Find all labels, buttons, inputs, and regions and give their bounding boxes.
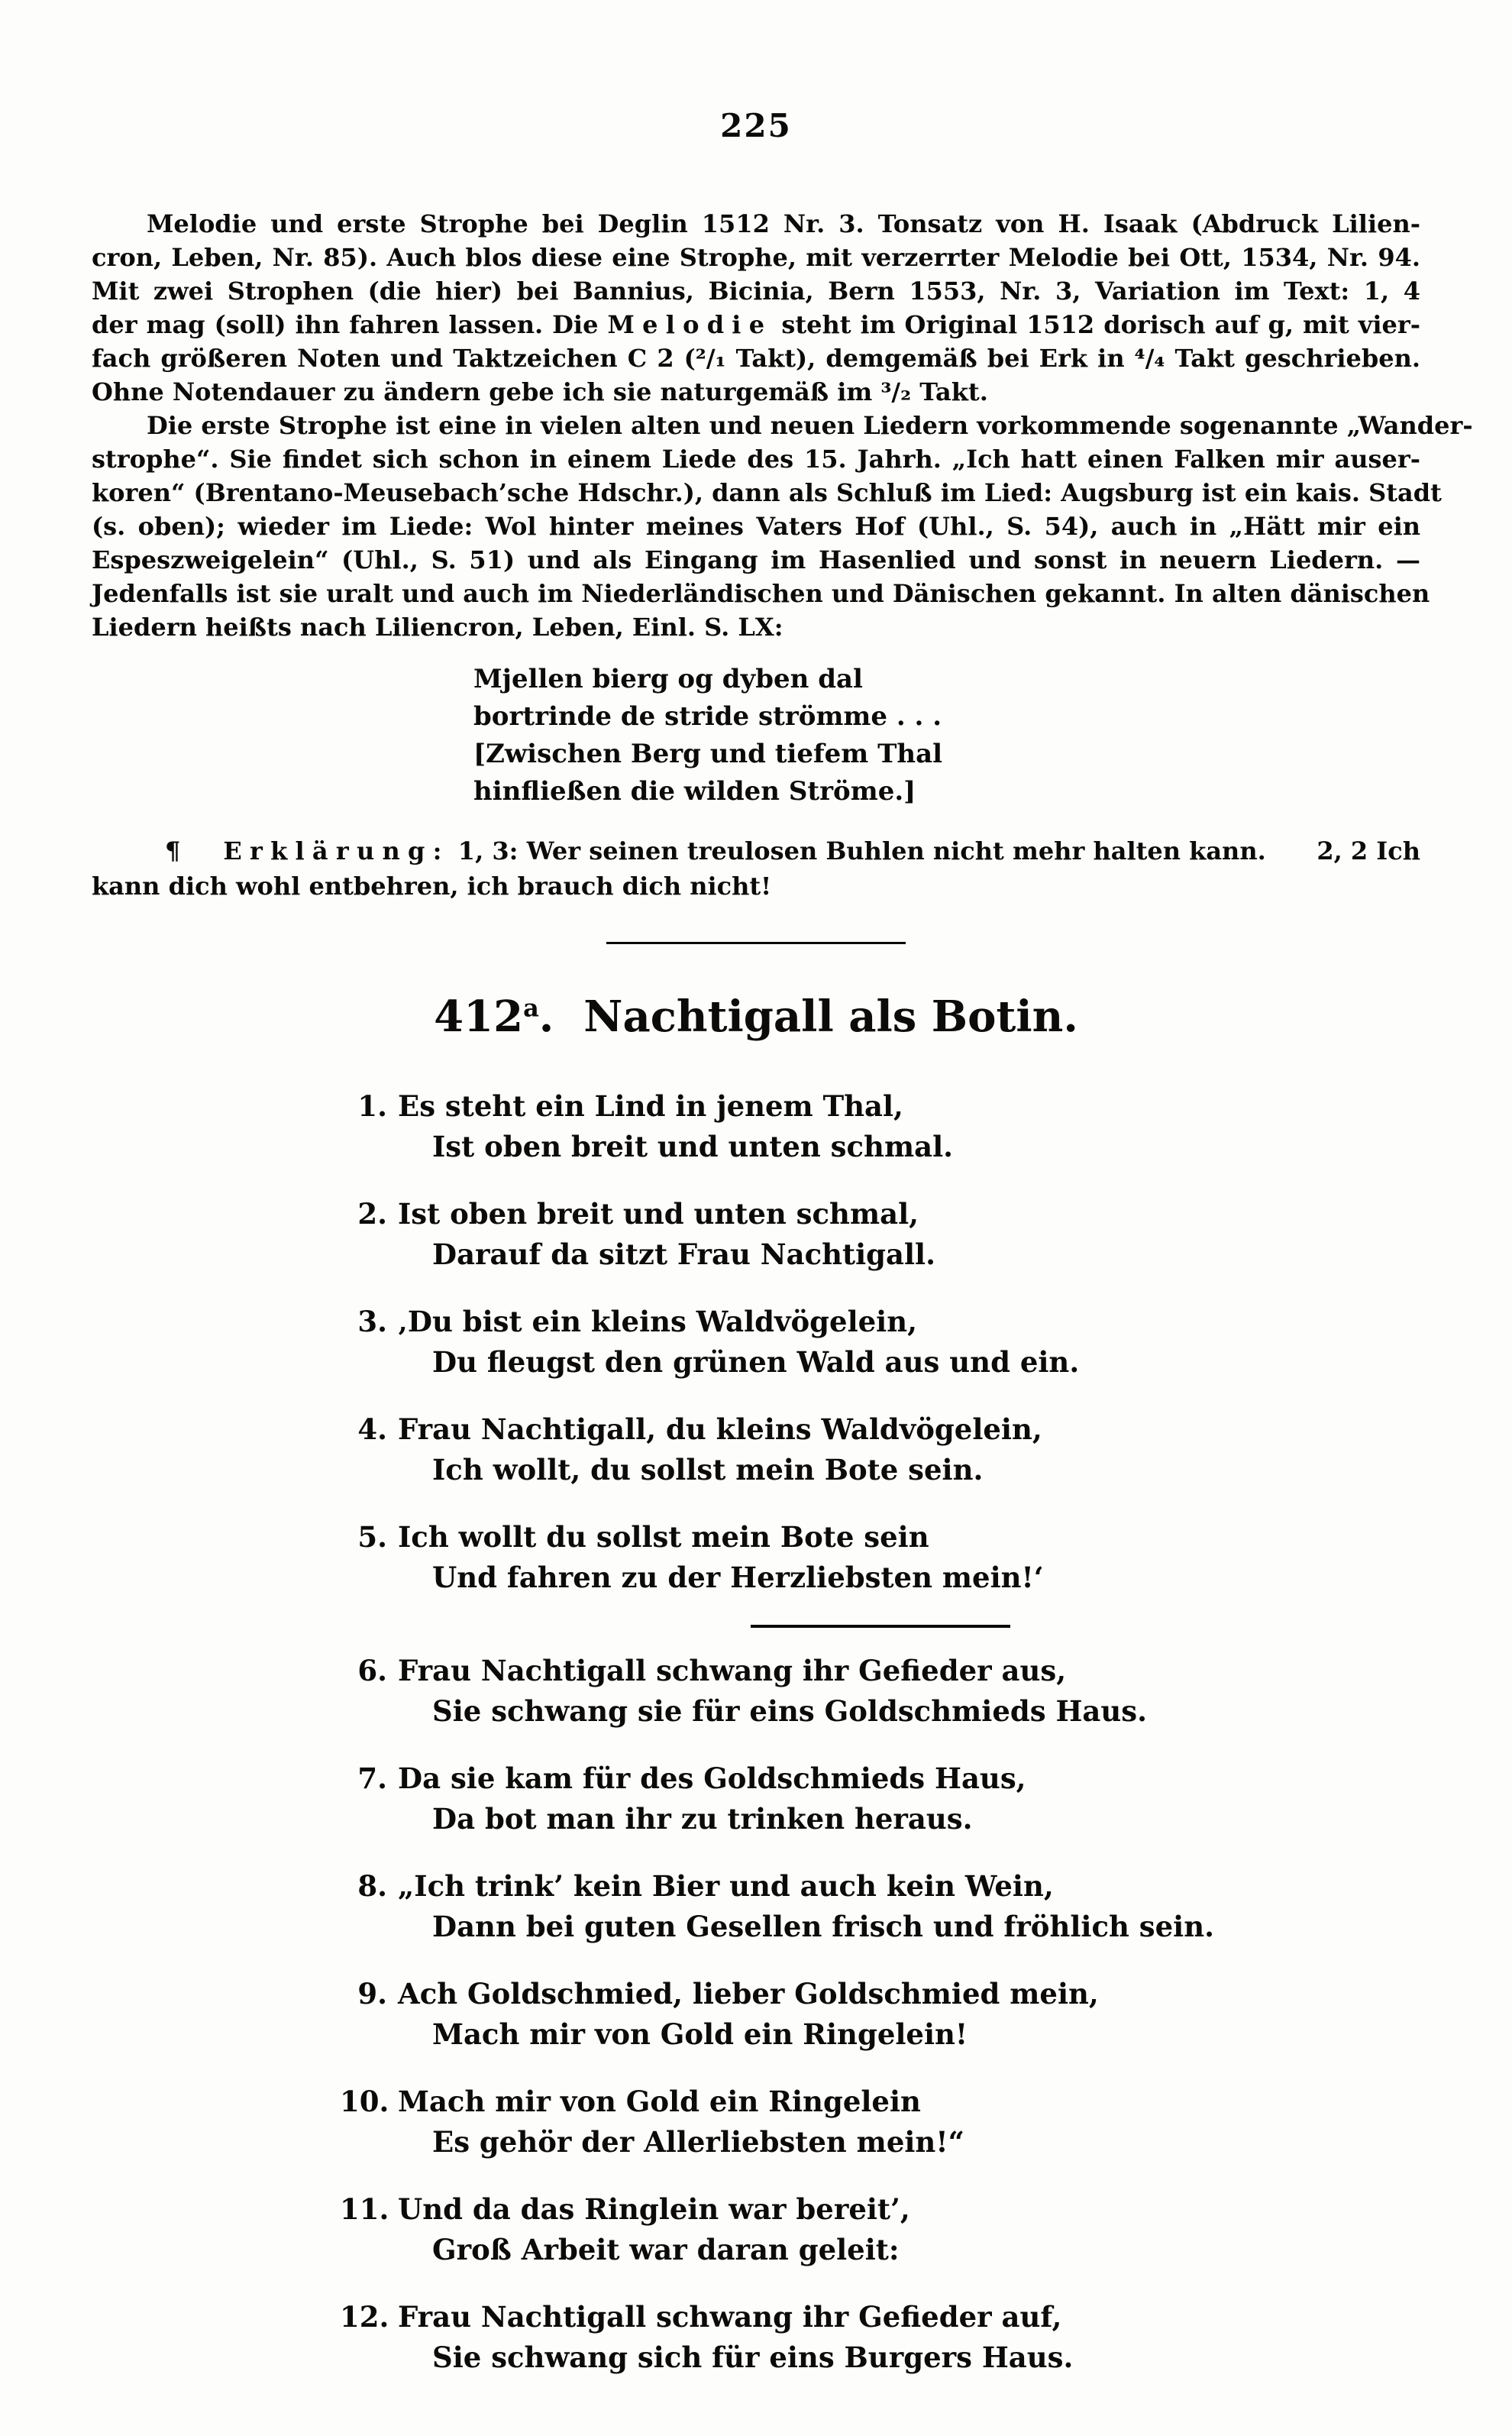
song-number-superscript: a [523, 993, 539, 1023]
verse-line-2: Und fahren zu der Herzliebsten mein!‘ [432, 1561, 1044, 1594]
pilcrow-mark: ¶ [165, 836, 181, 865]
verse-number: 1. [357, 1089, 387, 1123]
verse-line-2: Da bot man ihr zu trinken heraus. [432, 1802, 973, 1836]
emphasized-word: Melodie [607, 310, 773, 339]
verse-line-1: Es steht ein Lind in jenem Thal, [398, 1089, 903, 1123]
verse [340, 2189, 1420, 2270]
verse-divider [751, 1625, 1010, 1628]
verse-line-1: ‚Du bist ein kleins Waldvögelein, [398, 1305, 918, 1338]
text-line: Espeszweigelein“ (Uhl., S. 51) und als Eingang im Hasenlied und sonst in neuern Liedern. — [92, 545, 1420, 574]
verse-line-2: Mach mir von Gold ein Ringelein! [432, 2017, 968, 2051]
explanation-text: 1, 3: Wer seinen treulosen Buhlen nicht mehr halten kann. [457, 836, 1266, 865]
verse [340, 1086, 1420, 1167]
verse-number: 10. [340, 2085, 389, 2118]
explanation-line-2: kann dich wohl entbehren, ich brauch dich nicht! [92, 872, 772, 901]
text-line: Jedenfalls ist sie uralt und auch im Niederländischen und Dänischen gekannt. In alten dänischen [92, 579, 1430, 608]
book-page [92, 0, 1473, 2378]
verse-number: 3. [357, 1305, 387, 1338]
verse-line-2: Ich wollt, du sollst mein Bote sein. [432, 1453, 984, 1487]
footnote-block [92, 207, 1473, 644]
text-segment: der mag (soll) ihn fahren lassen. Die [92, 310, 599, 339]
danish-quote [473, 661, 1420, 810]
verse-line-1: Und da das Ringlein war bereit’, [398, 2192, 910, 2226]
verse-line-1: Frau Nachtigall, du kleins Waldvögelein, [398, 1412, 1042, 1446]
verse-number: 11. [340, 2192, 389, 2226]
song-number-dot: . [538, 992, 554, 1042]
verse-line-2: Dann bei guten Gesellen frisch und fröhlich sein. [432, 1910, 1215, 1943]
verse-number: 9. [357, 1977, 387, 2011]
text-line: Liedern heißts nach Liliencron, Leben, Einl. S. LX: [92, 613, 783, 642]
quote-line: [Zwischen Berg und tiefem Thal [473, 739, 943, 769]
text-line: Mit zwei Strophen (die hier) bei Bannius, Bicinia, Bern 1553, Nr. 3, Variation im Text: 1, 4 [92, 277, 1420, 306]
verse-line-2: Ist oben breit und unten schmal. [432, 1130, 954, 1163]
song-number: 412 [434, 992, 524, 1042]
explanation-line-1 [92, 833, 1420, 869]
explanation-left [165, 833, 1266, 869]
verse-list [340, 1086, 1420, 2378]
text-line: strophe“. Sie findet sich schon in einem Liede des 15. Jahrh. „Ich hatt einen Falken mir auser- [92, 445, 1420, 474]
verse [340, 1866, 1420, 1947]
verse-number: 6. [357, 1654, 387, 1687]
section-heading [92, 992, 1420, 1042]
text-line: Ohne Notendauer zu ändern gebe ich sie naturgemäß im ³/₂ Takt. [92, 377, 988, 406]
verse-line-2: Groß Arbeit war daran geleit: [432, 2233, 900, 2266]
explanation-label: Erklärung: [223, 836, 450, 865]
verse-line-1: Ach Goldschmied, lieber Goldschmied mein, [398, 1977, 1099, 2011]
text-line: koren“ (Brentano-Meusebach’sche Hdschr.), dann als Schluß im Lied: Augsburg ist ein kais. Stadt [92, 478, 1442, 507]
text-line: cron, Leben, Nr. 85). Auch blos diese eine Strophe, mit verzerrter Melodie bei Ott, 1534, Nr. 94. [92, 243, 1420, 272]
verse [340, 1409, 1420, 1490]
quote-line: Mjellen bierg og dyben dal [473, 664, 863, 694]
verse-line-1: Ich wollt du sollst mein Bote sein [398, 1520, 929, 1554]
verse-line-1: „Ich trink’ kein Bier und auch kein Wein, [398, 1869, 1054, 1903]
page-number: 225 [720, 107, 792, 144]
quote-line: hinfließen die wilden Ströme.] [473, 776, 916, 807]
text-line [92, 308, 1420, 341]
verse [340, 2297, 1420, 2378]
section-divider [606, 942, 906, 944]
explanation [92, 833, 1420, 904]
text-segment: steht im Original 1512 dorisch auf g, mit vier- [781, 310, 1421, 339]
verse [340, 1302, 1420, 1383]
text-line: Die erste Strophe ist eine in vielen alten und neuen Liedern vorkommende sogenannte „Wander- [147, 411, 1473, 440]
verse [340, 2082, 1420, 2163]
verse-line-2: Darauf da sitzt Frau Nachtigall. [432, 1237, 935, 1271]
verse-line-1: Frau Nachtigall schwang ihr Gefieder auf, [398, 2300, 1062, 2334]
verse-line-2: Sie schwang sich für eins Burgers Haus. [432, 2341, 1074, 2374]
verse-number: 7. [357, 1761, 387, 1795]
verse-number: 2. [357, 1197, 387, 1231]
explanation-ref: 2, 2 Ich [1317, 836, 1420, 865]
verse-line-1: Mach mir von Gold ein Ringelein [398, 2085, 921, 2118]
footnote-paragraph-1 [92, 207, 1420, 409]
text-line: (s. oben); wieder im Liede: Wol hinter meines Vaters Hof (Uhl., S. 54), auch in „Hätt mir ein [92, 512, 1420, 541]
verse-line-1: Da sie kam für des Goldschmieds Haus, [398, 1761, 1026, 1795]
verse [340, 1517, 1420, 1598]
footnote-paragraph-2 [92, 409, 1473, 644]
verse-line-2: Sie schwang sie für eins Goldschmieds Haus. [432, 1694, 1147, 1728]
quote-line: bortrinde de stride strömme . . . [473, 701, 942, 732]
verse [340, 1194, 1420, 1275]
verse-number: 4. [357, 1412, 387, 1446]
verse-number: 12. [340, 2300, 389, 2334]
verse-number: 8. [357, 1869, 387, 1903]
verse-line-1: Ist oben breit und unten schmal, [398, 1197, 919, 1231]
verse-line-2: Es gehör der Allerliebsten mein!“ [432, 2125, 964, 2159]
verse [340, 1651, 1420, 1732]
verse-line-2: Du fleugst den grünen Wald aus und ein. [432, 1345, 1080, 1379]
verse-number: 5. [357, 1520, 387, 1554]
text-line: fach größeren Noten und Taktzeichen C 2 (²/₁ Takt), demgemäß bei Erk in ⁴/₄ Takt geschrieben. [92, 344, 1420, 373]
text-line: Melodie und erste Strophe bei Deglin 1512 Nr. 3. Tonsatz von H. Isaak (Abdruck Lilien- [147, 209, 1420, 238]
song-title: Nachtigall als Botin. [583, 992, 1078, 1042]
verse-line-1: Frau Nachtigall schwang ihr Gefieder aus, [398, 1654, 1067, 1687]
verse [340, 1758, 1420, 1839]
verse [340, 1974, 1420, 2055]
